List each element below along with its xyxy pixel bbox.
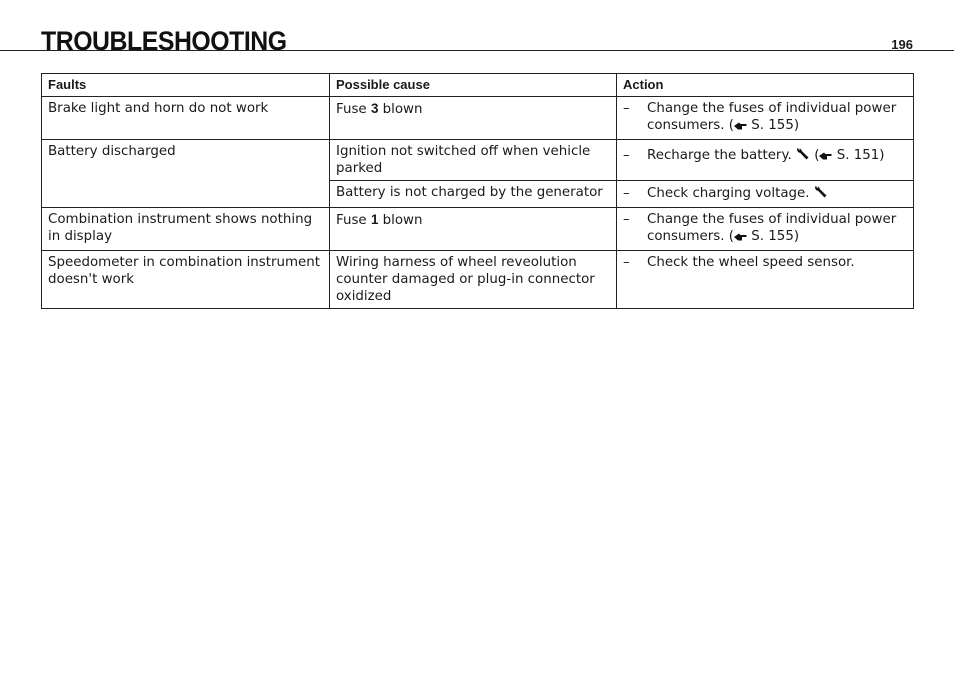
wrench-icon	[796, 147, 810, 166]
table-row	[42, 251, 914, 309]
action-cell	[617, 208, 914, 251]
pointing-hand-icon	[819, 149, 832, 166]
list-dash: –	[623, 186, 630, 201]
cause-cell: Ignition not switched off when vehicle parked	[330, 140, 617, 181]
cause-text: blown	[378, 213, 423, 228]
action-cell	[617, 251, 914, 309]
table-row	[42, 208, 914, 251]
pointing-hand-icon	[734, 230, 747, 247]
action-cell	[617, 181, 914, 208]
action-cell	[617, 97, 914, 140]
troubleshooting-table	[41, 73, 914, 309]
fault-cell: Battery discharged	[42, 140, 330, 208]
cause-cell: Battery is not charged by the generator	[330, 181, 617, 208]
list-dash: –	[623, 101, 630, 116]
action-text: Recharge the battery.	[647, 148, 796, 163]
page-reference[interactable]: S. 155)	[747, 229, 800, 244]
list-dash: –	[623, 255, 630, 270]
list-dash: –	[623, 212, 630, 227]
fault-cell: Brake light and horn do not work	[42, 97, 330, 140]
column-header-cause: Possible cause	[330, 74, 617, 97]
pointing-hand-icon	[734, 119, 747, 136]
wrench-icon	[814, 185, 828, 204]
column-header-action: Action	[617, 74, 914, 97]
action-text: Check the wheel speed sensor.	[647, 255, 855, 270]
column-header-faults: Faults	[42, 74, 330, 97]
fault-cell: Speedometer in combination instrument doesn't work	[42, 251, 330, 309]
cause-cell	[330, 208, 617, 251]
page-reference[interactable]: S. 155)	[747, 118, 800, 133]
header-rule	[0, 50, 954, 51]
cause-cell	[330, 97, 617, 140]
page-title: TROUBLESHOOTING	[41, 26, 287, 56]
action-cell	[617, 140, 914, 181]
list-dash: –	[623, 148, 630, 163]
action-text: (	[809, 148, 820, 163]
fuse-number: 3	[370, 101, 379, 116]
cause-text: Fuse	[336, 213, 371, 228]
fault-cell: Combination instrument shows nothing in display	[42, 208, 330, 251]
fuse-number: 1	[370, 212, 379, 227]
table-row	[42, 140, 914, 181]
page-number: 196	[891, 37, 913, 52]
action-text: Change the fuses of individual power consumers. (	[647, 212, 897, 244]
cause-cell: Wiring harness of wheel reveolution counter damaged or plug-in connector oxidized	[330, 251, 617, 309]
action-text: Check charging voltage.	[647, 186, 814, 201]
action-text: Change the fuses of individual power consumers. (	[647, 101, 897, 133]
table-header-row	[42, 74, 914, 97]
cause-text: blown	[378, 102, 423, 117]
cause-text: Fuse	[336, 102, 371, 117]
table-row	[42, 97, 914, 140]
page-reference[interactable]: S. 151)	[832, 148, 885, 163]
